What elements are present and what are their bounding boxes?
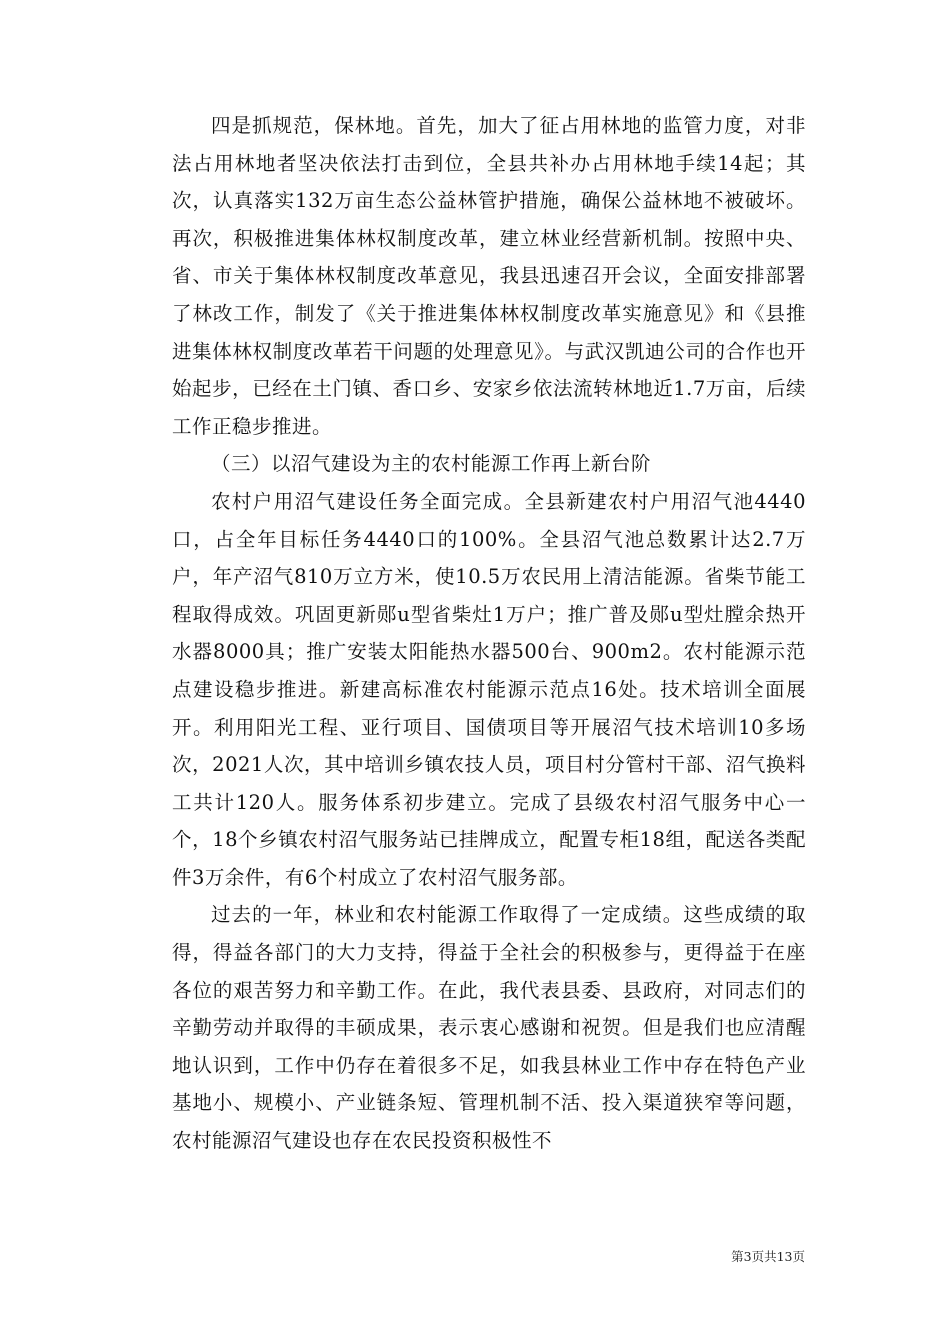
section-heading-rural-energy: （三）以沼气建设为主的农村能源工作再上新台阶 — [211, 452, 652, 476]
document-body — [172, 107, 806, 1160]
paragraph-summary-achievements: 过去的一年，林业和农村能源工作取得了一定成绩。这些成绩的取得，得益各部门的大力支持，得益于全社会的积极参与，更得益于在座各位的艰苦努力和辛勤工作。在此，我代表县委、县政府，对同志们的辛勤劳动并取得的丰硕成果，表示衷心感谢和祝贺。但是我们也应清醒地认识到，工作中仍存在着很多不足，如我县林业工作中存在特色产业基地小、规模小、产业链条短、管理机制不活、投入渠道狭窄等问题，农村能源沼气建设也存在农民投资积极性不 — [172, 903, 806, 1153]
paragraph-biogas-construction: 农村户用沼气建设任务全面完成。全县新建农村户用沼气池4440口，占全年目标任务4440口的100%。全县沼气池总数累计达2.7万户，年产沼气810万立方米，使10.5万农民用上清洁能源。省柴节能工程取得成效。巩固更新郧u型省柴灶1万户；推广普及郧u型灶膛余热开水器8000具；推广安装太阳能热水器500台、900m2。农村能源示范点建设稳步推进。新建高标准农村能源示范点16处。技术培训全面展开。利用阳光工程、亚行项目、国债项目等开展沼气技术培训10多场次，2021人次，其中培训乡镇农技人员，项目村分管村干部、沼气换料工共计120人。服务体系初步建立。完成了县级农村沼气服务中心一个，18个乡镇农村沼气服务站已挂牌成立，配置专柜18组，配送各类配件3万余件，有6个村成立了农村沼气服务部。 — [172, 489, 806, 889]
page-number: 第3页共13页 — [731, 1249, 805, 1264]
paragraph-forest-land-protection: 四是抓规范，保林地。首先，加大了征占用林地的监管力度，对非法占用林地者坚决依法打击到位，全县共补办占用林地手续14起；其次，认真落实132万亩生态公益林管护措施，确保公益林地不被破坏。再次，积极推进集体林权制度改革，建立林业经营新机制。按照中央、省、市关于集体林权制度改革意见，我县迅速召开会议，全面安排部署了林改工作，制发了《关于推进集体林权制度改革实施意见》和《县推进集体林权制度改革若干问题的处理意见》。与武汉凯迪公司的合作也开始起步，已经在土门镇、香口乡、安家乡依法流转林地近1.7万亩，后续工作正稳步推进。 — [172, 114, 806, 438]
